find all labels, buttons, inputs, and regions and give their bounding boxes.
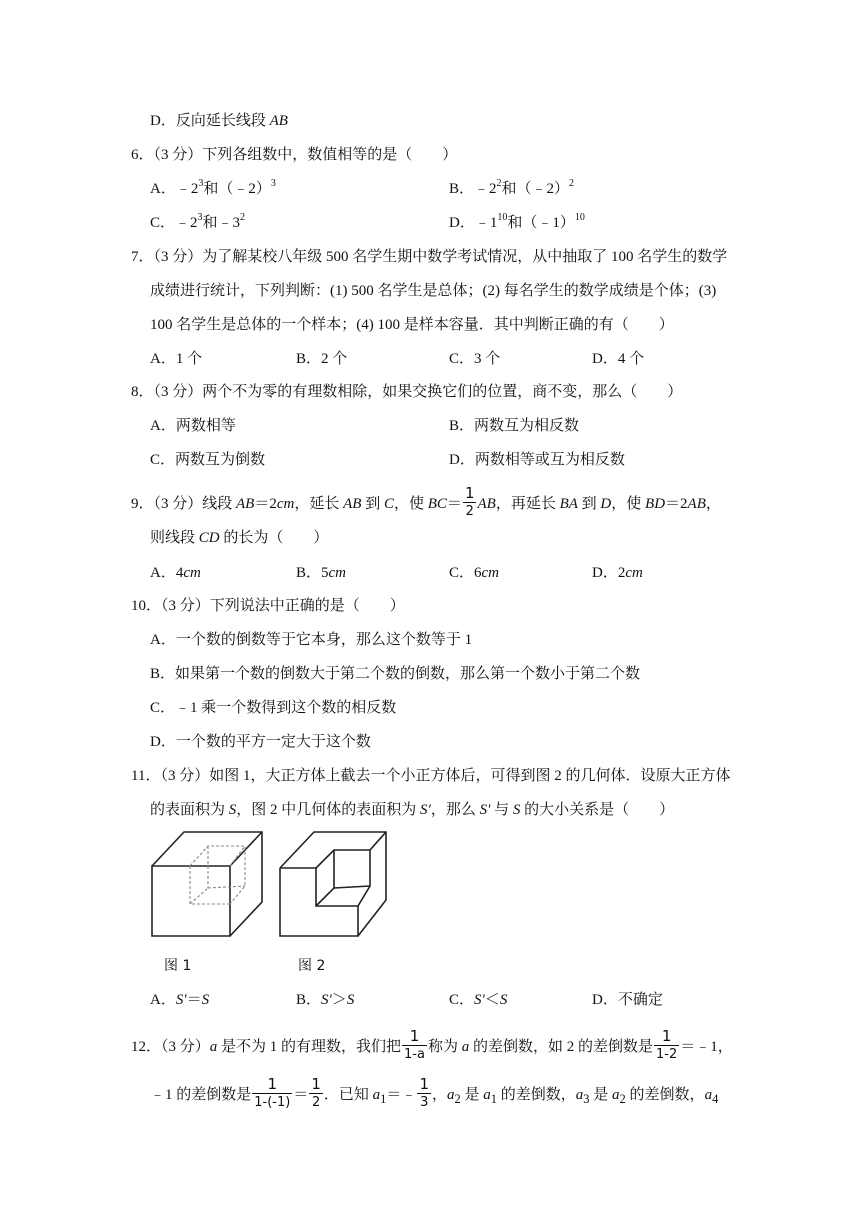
q8-option-c: C．两数互为倒数 [150, 452, 266, 468]
q8-option-b: B．两数互为相反数 [449, 418, 580, 434]
q8-option-d: D．两数相等或互为相反数 [449, 452, 625, 468]
q10-option-b: B．如果第一个数的倒数大于第二个数的倒数，那么第一个数小于第二个数 [150, 666, 641, 682]
q11-line-1: 11．（3 分）如图 1，大正方体上截去一个小正方体后，可得到图 2 的几何体．设原大正方体 [131, 768, 731, 784]
q9-option-d: D．2cm [592, 565, 643, 581]
q12-line-2: ﹣1 的差倒数是 $\frac{1}{1-(-1)}$ ＝ $\frac{1}{2}$ ．已知 $a_1=﹣$ $\frac{1}{3}$ ，$a_2$ 是 $a_1$ 的差倒数，$a_3$ 是 $a_2$ 的差倒数，$a_4$ [150, 1075, 719, 1110]
q12-line-1: 12．（3 分）a 是不为 1 的有理数，我们把 $\frac{1}{1-a}$ 称为 a 的差倒数，如 2 的差倒数是 $\frac{1}{1-2}$ ＝﹣1， [131, 1027, 733, 1062]
q6-option-b: B．$﹣2^2$和（﹣2）$^2$ [449, 178, 575, 197]
q6-option-d: D．$﹣1^{10}$和（﹣1）$^{10}$ [449, 212, 585, 231]
q6-stem: 6．（3 分）下列各组数中，数值相等的是（ ） [131, 147, 458, 163]
q7-line-1: 7．（3 分）为了解某校八年级 500 名学生期中数学考试情况，从中抽取了 100 名学生的数学 [131, 249, 728, 265]
q9-option-c: C．6cm [449, 565, 500, 581]
q9-option-b: B．5cm [296, 565, 347, 581]
figure-2-notched-cube [278, 828, 390, 940]
q10-option-a: A．一个数的倒数等于它本身，那么这个数等于 1 [150, 632, 473, 648]
figure-2-caption: 图 2 [298, 958, 326, 974]
figure-1-cube [150, 828, 265, 940]
q11-option-a: A．S′＝S [150, 992, 210, 1008]
q9-line-2: 则线段 CD 的长为（ ） [150, 530, 329, 546]
q7-option-a: A．1 个 [150, 351, 203, 367]
q11-option-b: B．S′＞S [296, 992, 355, 1008]
fraction-1-over-1-minus-a: $\frac{1}{1-a}$ [404, 1027, 425, 1062]
q7-option-c: C．3 个 [449, 351, 501, 367]
q6-option-a: A．$﹣2^3$和（﹣2）$^3$ [150, 178, 276, 197]
q7-line-2: 成绩进行统计，下列判断：(1) 500 名学生是总体；(2) 每名学生的数学成绩是个体；(3) [150, 283, 717, 299]
q11-line-2: 的表面积为 S，图 2 中几何体的表面积为 S′，那么 S′ 与 S 的大小关系是（ ） [150, 802, 675, 818]
q9-stem: 9．（3 分）线段 AB＝2cm，延长 AB 到 C，使 BC＝ $\frac{1}{2}$ AB，再延长 BA 到 D，使 BD＝2AB， [131, 484, 721, 519]
q10-option-c: C．﹣1 乘一个数得到这个数的相反数 [150, 700, 397, 716]
q8-stem: 8．（3 分）两个不为零的有理数相除，如果交换它们的位置，商不变，那么（ ） [131, 384, 683, 400]
fraction-one-half: $\frac{1}{2}$ [311, 1075, 321, 1110]
q8-option-a: A．两数相等 [150, 418, 236, 434]
q10-stem: 10．（3 分）下列说法中正确的是（ ） [131, 598, 405, 614]
q7-option-d: D．4 个 [592, 351, 645, 367]
q10-option-d: D．一个数的平方一定大于这个数 [150, 734, 371, 750]
q11-option-d: D．不确定 [592, 992, 663, 1008]
q6-option-c: C．$﹣2^3$和$﹣3^2$ [150, 212, 246, 231]
fraction-1-over-1-minus-neg1: $\frac{1}{1-(-1)}$ [254, 1075, 291, 1110]
q5-option-d: D．反向延长线段 AB [150, 113, 288, 129]
fraction-one-third: $\frac{1}{3}$ [419, 1075, 429, 1110]
fraction-1-over-1-minus-2: $\frac{1}{1-2}$ [656, 1027, 678, 1062]
fraction-one-half: $\frac{1}{2}$ [464, 484, 475, 519]
figure-1-caption: 图 1 [164, 958, 192, 974]
q7-option-b: B．2 个 [296, 351, 348, 367]
q11-option-c: C．S′＜S [449, 992, 508, 1008]
q9-option-a: A．4cm [150, 565, 201, 581]
q7-line-3: 100 名学生是总体的一个样本；(4) 100 是样本容量．其中判断正确的有（ ） [150, 317, 674, 333]
